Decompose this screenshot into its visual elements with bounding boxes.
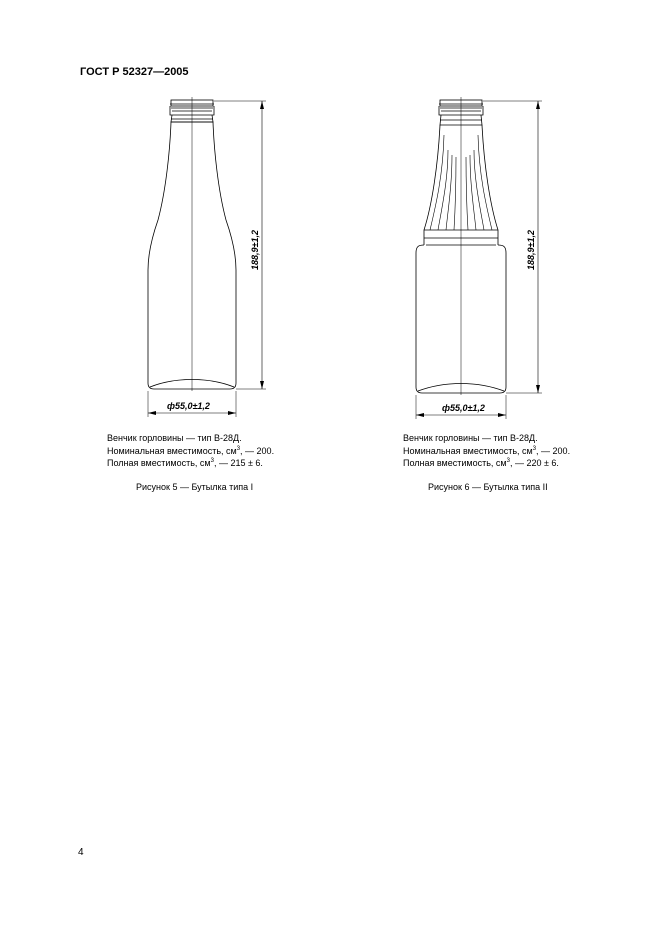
figure-6-specifications bbox=[403, 432, 570, 470]
figure-6-bottle-drawing bbox=[410, 95, 555, 425]
bottle-1-diameter-label: ф55,0±1,2 bbox=[167, 401, 210, 411]
bottle-2-diameter-label: ф55,0±1,2 bbox=[442, 403, 485, 413]
figure-6-finish-type: Венчик горловины — тип В-28Д. bbox=[403, 433, 538, 443]
document-code-header: ГОСТ Р 52327—2005 bbox=[80, 66, 189, 78]
bottle-type-2-svg bbox=[410, 95, 555, 425]
figure-5-nominal-capacity: Номинальная вместимость, $см^3$, — 200. bbox=[107, 445, 275, 456]
figure-5-finish-type: Венчик горловины — тип В-28Д. bbox=[107, 433, 242, 443]
bottle-type-1-svg bbox=[140, 95, 280, 425]
bottle-2-height-label: 188,9±1,2 bbox=[526, 230, 536, 270]
figure-5-specifications bbox=[107, 432, 274, 470]
page-number: 4 bbox=[78, 847, 84, 858]
figure-5-title: Рисунок 5 — Бутылка типа I bbox=[136, 482, 254, 492]
bottle-1-height-label: 188,9±1,2 bbox=[250, 230, 260, 270]
figure-6-nominal-capacity: Номинальная вместимость, $см^3$, — 200. bbox=[403, 445, 571, 456]
figure-6-title: Рисунок 6 — Бутылка типа II bbox=[428, 482, 548, 492]
figure-5-bottle-drawing bbox=[140, 95, 280, 425]
figure-5-full-capacity: Полная вместимость, $см^3$, — 215 ± 6. bbox=[107, 458, 263, 468]
figure-6-full-capacity: Полная вместимость, $см^3$, — 220 ± 6. bbox=[403, 458, 559, 468]
